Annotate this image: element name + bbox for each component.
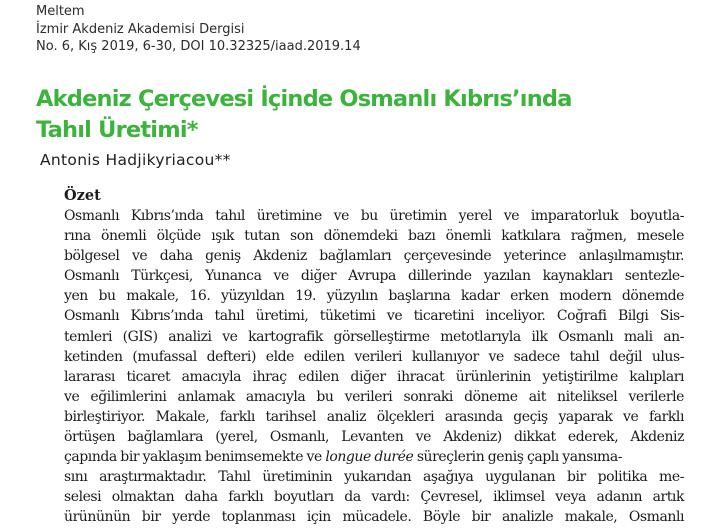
abstract-line: sını araştırmaktadır. Tahıl üretiminin yukarıdan aşağıya uygulanan bir politika me- (64, 469, 684, 486)
italic-term: longue durée (325, 449, 414, 466)
article-title-line1: Akdeniz Çerçevesi İçinde Osmanlı Kıbrıs’ında (36, 86, 572, 112)
journal-name: Meltem (36, 4, 85, 19)
abstract-line: rına önemli ölçüde ışık tutan son dönemdeki bazı önemli katkılara rağmen, mesele (64, 228, 684, 245)
abstract-text: çapında bir yaklaşım benimsemekte ve (64, 449, 326, 466)
abstract-heading: Özet (64, 187, 101, 204)
journal-subtitle: İzmir Akdeniz Akademisi Dergisi (36, 21, 245, 37)
journal-issue: No. 6, Kış 2019, 6-30, DOI 10.32325/iaad.2019.14 (36, 39, 361, 54)
abstract-line: Osmanlı Türkçesi, Yunanca ve diğer Avrupa dillerinde yazılan kaynakları sentezle- (64, 268, 684, 285)
abstract-line: lararası ticaret amacıyla ihraç edilen diğer ihracat ürünlerinin yetiştirilme kalıpları (64, 368, 684, 385)
abstract-line: ketinden (mufassal defteri) elde edilen verileri kullanıyor ve sadece tahıl değil ulus- (64, 348, 684, 365)
abstract-line: Osmanlı Kıbrıs’ında tahıl üretimi, tüketimi ve ticaretini inceliyor. Coğrafi Bilgi Sis- (64, 308, 684, 325)
abstract-line: selesi olmaktan daha farklı boyutları da vardı: Çevresel, iklimsel veya adanın artık (64, 489, 684, 506)
abstract-line: ve eğilimlerini anlamak amacıyla bu verileri sonraki döneme ait niteliksel verilerle (64, 388, 684, 405)
abstract-line: örtüşen bağlamlara (yerel, Osmanlı, Levanten ve Akdeniz) dikkat ederek, Akdeniz (64, 429, 684, 446)
abstract-line: yen bu makale, 16. yüzyıldan 19. yüzyılın başlarına kadar erken modern dönemde (64, 288, 684, 305)
abstract-line: temleri (GIS) analizi ve kartografik görselleştirme metotlarıyla ilk Osmanlı mali an- (64, 328, 684, 345)
article-title (36, 84, 676, 146)
abstract-line (64, 447, 684, 467)
abstract-line: ürününün bir yerde toplanması için mücadele. Böyle bir analizle makale, Osmanlı (64, 509, 684, 526)
abstract-line: bölgesel ve daha geniş Akdeniz bağlamları çerçevesinde yeterince anlaşılmamıştır. (64, 248, 684, 265)
abstract (64, 186, 684, 528)
article-title-line2: Tahıl Üretimi* (36, 117, 198, 143)
journal-header (36, 3, 361, 56)
abstract-line: birleştiriyor. Makale, farklı tarihsel analiz ölçekleri arasında geçiş yaparak ve farklı (64, 408, 684, 425)
abstract-line: Osmanlı Kıbrıs’ında tahıl üretimine ve bu üretimin yerel ve imparatorluk boyutla- (64, 208, 684, 224)
abstract-text: süreçlerin geniş çaplı yansıma- (413, 449, 622, 466)
author-name: Antonis Hadjikyriacou** (40, 151, 231, 169)
